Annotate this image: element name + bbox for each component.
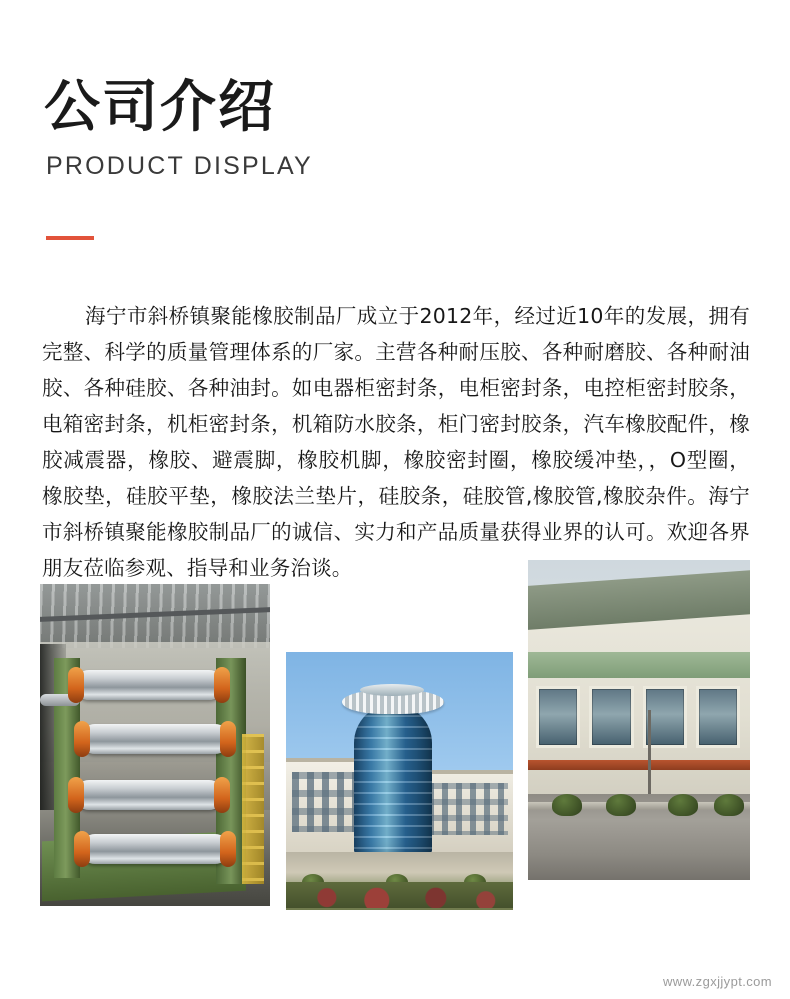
photo-factory-building-exterior: [528, 560, 750, 880]
steel-roller: [80, 834, 230, 864]
bush: [714, 794, 744, 816]
glass-tower: [354, 704, 432, 854]
company-description-text: 海宁市斜桥镇聚能橡胶制品厂成立于2012年，经过近10年的发展，拥有完整、科学的质量管理体系的厂家。主营各种耐压胶、各种耐磨胶、各种耐油胶、各种硅胶、各种油封。如电器柜密封条，电柜密封条，电控柜密封胶条，电箱密封条，机柜密封条，机箱防水胶条，柜门密封胶条，汽车橡胶配件，橡胶减震器，橡胶、避震脚，橡胶机脚，橡胶密封圈，橡胶缓冲垫，，O型圈，橡胶垫，硅胶平垫，橡胶法兰垫片，硅胶条，硅胶管,橡胶管,橡胶杂件。海宁市斜桥镇聚能橡胶制品厂的诚信、实力和产品质量获得业界的认可。欢迎各界朋友莅临参观、指导和业务治谈。: [42, 303, 750, 580]
window: [589, 686, 633, 748]
photo-glass-tower-office-building: [286, 652, 513, 910]
factory-roof-trusses: [40, 584, 270, 648]
red-facade-band: [528, 760, 750, 770]
window: [536, 686, 580, 748]
tower-crown-top: [360, 684, 424, 696]
page-subtitle: PRODUCT DISPLAY: [46, 152, 313, 181]
page-heading-block: [44, 75, 744, 181]
bush: [606, 794, 636, 816]
steel-roller: [74, 670, 224, 700]
page-title: 公司介绍: [44, 75, 276, 140]
bush: [668, 794, 698, 816]
photo-gallery: [0, 560, 790, 960]
accent-divider: [46, 236, 94, 240]
green-facade-band: [528, 652, 750, 678]
bush: [552, 794, 582, 816]
yellow-ladder: [242, 734, 264, 884]
window-row: [536, 686, 740, 748]
photo-rubber-calender-machine: [40, 584, 270, 906]
window: [696, 686, 740, 748]
flower-bed: [286, 882, 513, 908]
site-watermark: www.zgxjjypt.com: [663, 974, 772, 989]
steel-roller: [80, 724, 230, 754]
steel-roller: [74, 780, 224, 810]
